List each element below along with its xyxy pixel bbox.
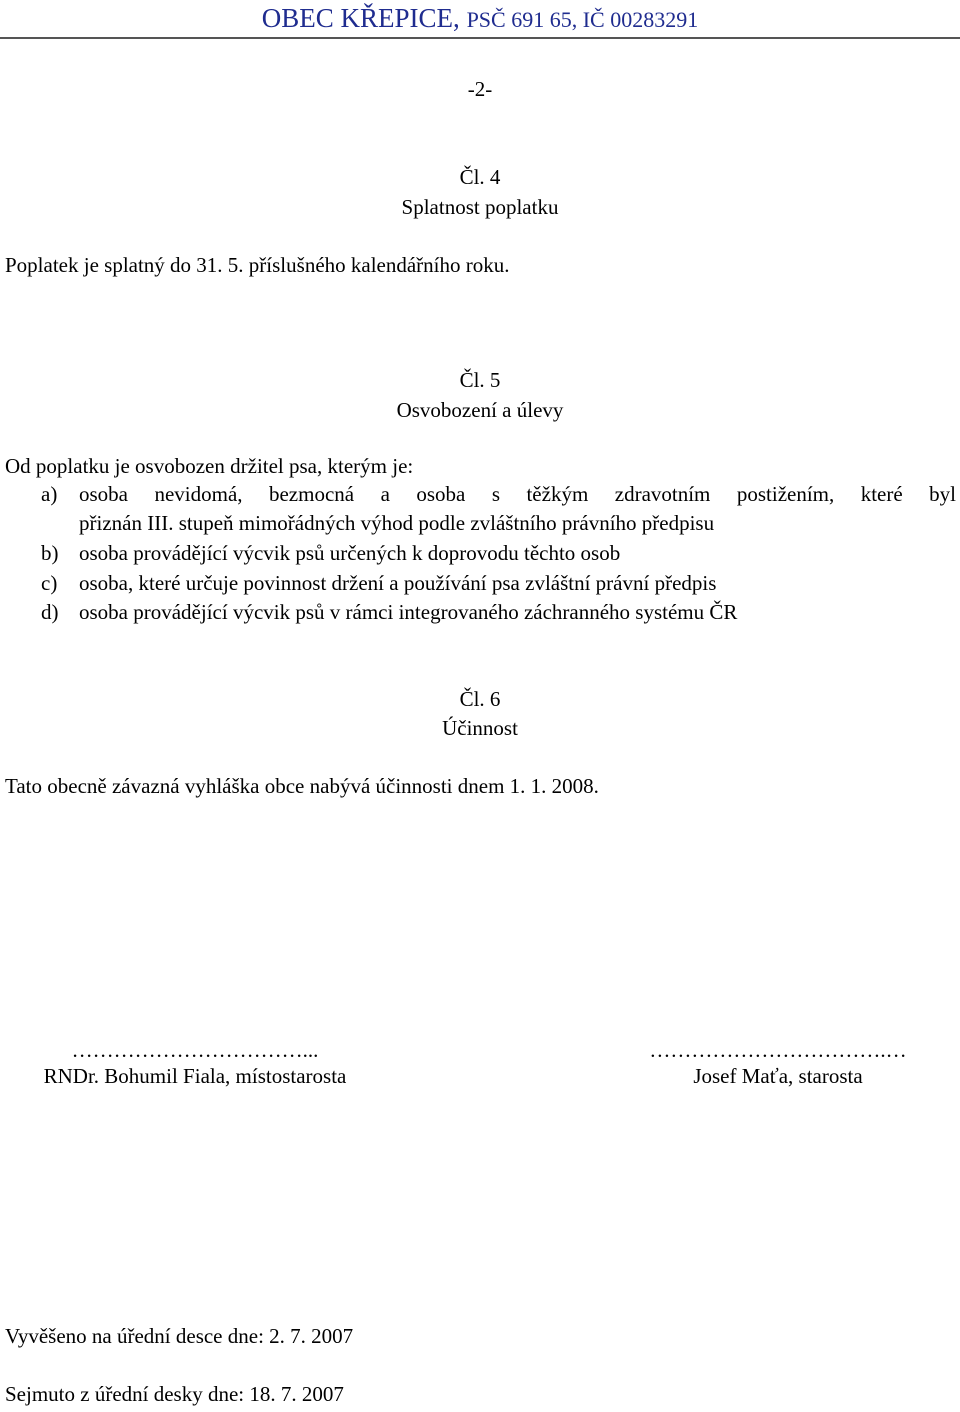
removed-date: Sejmuto z úřední desky dne: 18. 7. 2007 <box>5 1382 344 1406</box>
article-6-heading: Účinnost <box>442 716 518 740</box>
article-6-text: Tato obecně závazná vyhláška obce nabývá účinnosti dnem 1. 1. 2008. <box>5 774 599 798</box>
list-marker: a) <box>41 482 58 506</box>
list-marker: b) <box>41 541 59 565</box>
article-4-heading: Splatnost poplatku <box>401 195 559 219</box>
posted-date: Vyvěšeno na úřední desce dne: 2. 7. 2007 <box>5 1324 354 1348</box>
signature-name-right: Josef Maťa, starosta <box>693 1064 863 1088</box>
list-item-a-line2: přiznán III. stupeň mimořádných výhod podle zvláštního právního předpisu <box>79 511 715 535</box>
article-4-number: Čl. 4 <box>459 165 501 189</box>
municipality-title: OBEC KŘEPICE, <box>261 3 460 33</box>
header-divider <box>0 37 960 39</box>
signature-name-left: RNDr. Bohumil Fiala, místostarosta <box>43 1064 347 1088</box>
article-4-text: Poplatek je splatný do 31. 5. příslušného kalendářního roku. <box>5 253 510 277</box>
signature-line-right: …………………………….… <box>649 1038 907 1062</box>
document-header <box>0 5 960 32</box>
list-marker: c) <box>41 571 58 595</box>
article-5-intro: Od poplatku je osvobozen držitel psa, kterým je: <box>5 454 414 478</box>
list-marker: d) <box>41 600 59 624</box>
list-item-text: osoba provádějící výcvik psů určených k doprovodu těchto osob <box>79 541 621 565</box>
list-item-text: osoba provádějící výcvik psů v rámci integrovaného záchranného systému ČR <box>79 600 738 624</box>
article-5-number: Čl. 5 <box>459 368 501 392</box>
article-6-number: Čl. 6 <box>459 687 501 711</box>
list-item-a-line1: osoba nevidomá, bezmocná a osoba s těžkým zdravotním postižením, které byl <box>79 482 956 506</box>
signature-line-left: ……………………………... <box>71 1038 319 1062</box>
page-number: -2- <box>467 77 493 101</box>
list-item-text: osoba, které určuje povinnost držení a používání psa zvláštní právní předpis <box>79 571 717 595</box>
article-5-heading: Osvobození a úlevy <box>396 398 564 422</box>
municipality-details: PSČ 691 65, IČ 00283291 <box>466 7 699 32</box>
